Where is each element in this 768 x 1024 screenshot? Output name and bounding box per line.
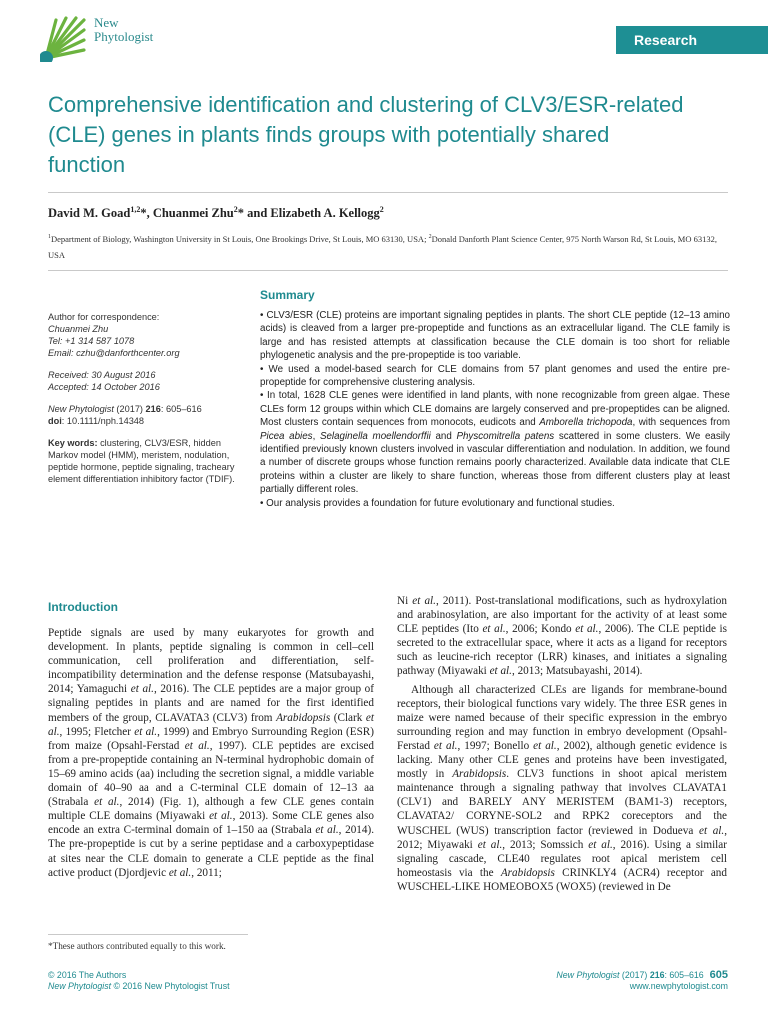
text-run: , 2013). Some CLE genes also encode an extra C-terminal domain of 1–150 aa (Strabala bbox=[48, 810, 374, 837]
summary-body bbox=[260, 309, 730, 510]
article-info-sidebar bbox=[48, 311, 238, 485]
journal-volume: 216 bbox=[145, 404, 161, 414]
etal: et al. bbox=[168, 866, 192, 879]
author-mark: * bbox=[140, 206, 147, 221]
text-run: , 2013; Matsubayashi, 2014). bbox=[511, 665, 643, 678]
author-name: Elizabeth A. Kellogg bbox=[270, 206, 380, 221]
author-mark: * bbox=[237, 206, 244, 221]
author-separator: and bbox=[244, 206, 271, 221]
etal: et al. bbox=[482, 623, 506, 636]
text-run: , 2002), although genetic evidence is lacking. Many other CLE genes and proteins have been investigated, mostly in bbox=[397, 739, 727, 781]
text-run: , 1995; Fletcher bbox=[59, 725, 135, 738]
spacer bbox=[48, 427, 238, 437]
doi-label: doi bbox=[48, 416, 62, 426]
etal: et al. bbox=[184, 739, 210, 752]
affil-text: Donald Danforth Plant Science Center, 975 North Warson Rd, St Louis, MO 63132, USA bbox=[48, 233, 717, 260]
section-tab: Research bbox=[616, 26, 768, 54]
text-run: (Clark bbox=[330, 711, 366, 724]
text-run: , with sequences from bbox=[632, 417, 730, 429]
etal: et al. bbox=[698, 824, 725, 837]
received-date: Received: 30 August 2016 bbox=[48, 370, 156, 380]
species-name: Arabidopsis bbox=[276, 711, 331, 724]
etal: et al. bbox=[209, 810, 233, 823]
footer-cite-line bbox=[556, 970, 728, 981]
correspondence-name: Chuanmei Zhu bbox=[48, 324, 109, 334]
species-name: Amborella trichopoda bbox=[539, 417, 633, 429]
affil-text: Department of Biology, Washington University in St Louis, One Brookings Drive, St Louis, MO 63130, USA; bbox=[51, 233, 429, 244]
species-name: Physcomitrella patens bbox=[456, 430, 555, 442]
body-column-left bbox=[48, 626, 374, 884]
cite-year: (2017) bbox=[619, 970, 650, 980]
page-number: 605 bbox=[709, 969, 728, 981]
text-run: • In total, 1628 CLE genes were identified in land plants, with none recognizable from green algae. These CLEs form 12 groups within which CLE domains are largely conserved and pre-propeptides can be aligned. Most clusters contain sequences from monocots, eudicots and bbox=[260, 390, 730, 429]
footer-citation bbox=[556, 970, 728, 992]
etal: et al. bbox=[575, 623, 599, 636]
etal: et al. bbox=[130, 683, 154, 696]
species-name: Arabidopsis bbox=[500, 866, 555, 879]
etal: et al. bbox=[315, 824, 339, 837]
text-run: , 2016). The CLE peptides are a major group of signaling peptides in plants and are named for the first identified members of the group, CLAVATA3 (CLV3) from bbox=[48, 683, 375, 724]
body-paragraph bbox=[397, 594, 727, 679]
text-run: , 2014). The pre-propeptide is cut by a serine peptidase and a carboxypeptidase at sites near the CLE domain to generate a CLE peptide as the final active product (Djordjevic bbox=[48, 824, 375, 879]
affil-number: 2 bbox=[428, 234, 432, 240]
author-name: David M. Goad bbox=[48, 206, 131, 221]
sunburst-logo-icon bbox=[40, 14, 88, 62]
text-run: scattered in some clusters. We easily identified previously known clusters involved in vascular differentiation and nodulation. In addition, we found a number of discrete groups whose function remains poorly characterized. Available data indicate that CLE proteins within a cluster are likely to share function, whereas those from different clusters play at least partially different roles. bbox=[260, 430, 730, 496]
footer-copyright bbox=[48, 970, 230, 992]
etal: et al. bbox=[477, 838, 503, 851]
summary-bullet: • We used a model-based search for CLE domains from 57 plant genomes and used the entire pre-propeptide for comprehensive clustering analysis. bbox=[260, 363, 730, 389]
author-affil: 1,2 bbox=[130, 205, 141, 214]
text-run: , 2006). The CLE peptide is secreted to the extracellular space, where it acts as a ligand for receptors such as leucine-rich receptor (LRR) kinases, and initiates a signaling pathway (Miyawaki bbox=[397, 623, 727, 678]
journal-name: New Phytologist bbox=[48, 404, 114, 414]
species-name: Arabidopsis bbox=[452, 768, 507, 781]
text-run: , bbox=[312, 430, 320, 442]
doi-line[interactable] bbox=[48, 415, 238, 427]
cite-pages: : 605–616 bbox=[664, 970, 704, 980]
text-run: CRINKLY4 (ACR4) receptor and WUSCHEL-LIKE HOMEOBOX5 (WOX5) (reviewed in De bbox=[397, 866, 727, 893]
species-name: Picea abies bbox=[260, 430, 313, 442]
text-run: , 2013; Somssich bbox=[502, 838, 589, 851]
correspondence-label: Author for correspondence: bbox=[48, 312, 160, 322]
cite-volume: 216 bbox=[649, 970, 665, 980]
text-run: , 1997; Bonello bbox=[457, 739, 534, 752]
etal: et al. bbox=[588, 838, 613, 851]
species-name: Selaginella moellendorffii bbox=[319, 430, 431, 442]
text-run: , 2011). Post-translational modifications, such as hydroxylation and arabinosylation, are also important for the activity of at least some CLE peptides (Ito bbox=[397, 595, 727, 636]
correspondence-email[interactable]: Email: czhu@danforthcenter.org bbox=[48, 348, 180, 358]
journal-name: New Phytologist bbox=[48, 981, 112, 991]
text-run: Although all characterized CLEs are ligands for membrane-bound receptors, their biological functions vary widely. The three ESR genes in maize were named because of their specific expression in the embryo surrounding region and may function in embryo development (Opsahl-Ferstad bbox=[397, 683, 727, 752]
author-affil: 2 bbox=[233, 205, 238, 214]
introduction-heading: Introduction bbox=[48, 600, 118, 614]
journal-citation bbox=[48, 403, 238, 415]
affiliations bbox=[48, 229, 728, 263]
article-title: Comprehensive identification and clustering of CLV3/ESR-related (CLE) genes in plants finds groups with potentially shared function bbox=[48, 92, 684, 177]
etal: et al. bbox=[489, 665, 512, 678]
summary-bullet: • Our analysis provides a foundation for future evolutionary and functional studies. bbox=[260, 497, 615, 509]
author-name: Chuanmei Zhu bbox=[152, 206, 234, 221]
summary-heading: Summary bbox=[260, 288, 315, 302]
etal: et al. bbox=[533, 739, 557, 752]
journal-pages: : 605–616 bbox=[160, 404, 202, 414]
text-run: , 2016). Using a similar signaling cascade, CLE40 regulates root apical meristem cell homeostasis via the bbox=[397, 838, 727, 879]
text-run: , 2012; Miyawaki bbox=[397, 824, 728, 851]
summary-bullet bbox=[260, 389, 730, 496]
body-column-right bbox=[397, 594, 727, 898]
text-run: , 2014) (Fig. 1), although a few CLE genes contain multiple CLE domains (Miyawaki bbox=[48, 796, 374, 823]
divider bbox=[48, 270, 728, 271]
author-list bbox=[48, 205, 384, 221]
text-run: , 1999) and Embryo Surrounding Region (ESR) from maize (Opsahl-Ferstad bbox=[48, 725, 374, 752]
journal-year: (2017) bbox=[113, 404, 146, 414]
author-affil: 2 bbox=[379, 205, 384, 214]
text-run: and bbox=[430, 430, 457, 442]
journal-logo bbox=[40, 12, 210, 64]
logo-wordmark bbox=[94, 16, 153, 44]
accepted-date: Accepted: 14 October 2016 bbox=[48, 382, 160, 392]
footnote: *These authors contributed equally to this work. bbox=[48, 941, 226, 951]
copyright-line-1: © 2016 The Authors bbox=[48, 970, 127, 980]
text-run: Peptide signals are used by many eukaryotes for growth and development. In plants, peptide signaling is common in cell–cell communication, cell proliferation and differentiation, self-incompatibility determination and the defense response (Matsubayashi, 2014; Yamaguchi bbox=[48, 627, 374, 696]
logo-line-1: New bbox=[94, 15, 119, 30]
etal: et al. bbox=[433, 739, 458, 752]
footer-url[interactable]: www.newphytologist.com bbox=[629, 981, 728, 991]
keywords bbox=[48, 437, 238, 485]
footnote-divider bbox=[48, 934, 248, 935]
summary-bullet: • CLV3/ESR (CLE) proteins are important signaling peptides in plants. The short CLE peptide (12–13 amino acids) is cleaved from a larger pre-propeptide and functions as an extracellular ligand. The CLE family is large and has resisted attempts at classification because the CLE domain is too short for reliable phylogenetic analysis and the pre-propeptide is too variable. bbox=[260, 310, 730, 362]
etal: et al. bbox=[48, 711, 374, 738]
logo-line-2: Phytologist bbox=[94, 29, 154, 44]
body-paragraph bbox=[397, 683, 727, 894]
etal: et al. bbox=[134, 725, 158, 738]
copyright-text: © 2016 New Phytologist Trust bbox=[111, 981, 230, 991]
divider bbox=[48, 192, 728, 193]
body-paragraph bbox=[48, 626, 374, 880]
etal: et al. bbox=[412, 595, 436, 607]
spacer bbox=[48, 393, 238, 403]
keywords-label: Key words: bbox=[48, 438, 98, 448]
etal: et al. bbox=[94, 796, 120, 809]
text-run: , 2011; bbox=[191, 866, 222, 879]
correspondence-tel: Tel: +1 314 587 1078 bbox=[48, 336, 135, 346]
text-run: , 2006; Kondo bbox=[505, 623, 576, 636]
spacer bbox=[48, 359, 238, 369]
text-run: , 1997). CLE peptides are excised from a pre-propeptide containing an N-terminal hydrophobic domain of 15–69 amino acids (aa) including the secretion signal, a middle variable domain of 40–90 aa and a C-terminal CLE domain of 12–13 aa (Strabala bbox=[48, 739, 374, 809]
keywords-text: clustering, CLV3/ESR, hidden Markov model (HMM), meristem, nodulation, peptide hormone, peptide signaling, tracheary element differentiation inhibitory factor (TDIF). bbox=[48, 438, 235, 484]
text-run: Ni bbox=[397, 595, 413, 607]
text-run: . CLV3 functions in shoot apical meristem maintenance through a signaling pathway that involves CLAVATA1 (CLV1) and BARELY ANY MERISTEM (BAM1-3) receptors, CLAVATA2/ CORYNE-SOL2 and RPK2 coreceptors and the WUSCHEL (WUS) transcription factor (reviewed in Dodueva bbox=[397, 768, 727, 837]
copyright-line-2 bbox=[48, 981, 230, 992]
author-separator: , bbox=[146, 206, 153, 221]
doi-value: : 10.1111/nph.14348 bbox=[61, 416, 145, 426]
journal-name: New Phytologist bbox=[556, 970, 620, 980]
affil-number: 1 bbox=[48, 234, 51, 240]
